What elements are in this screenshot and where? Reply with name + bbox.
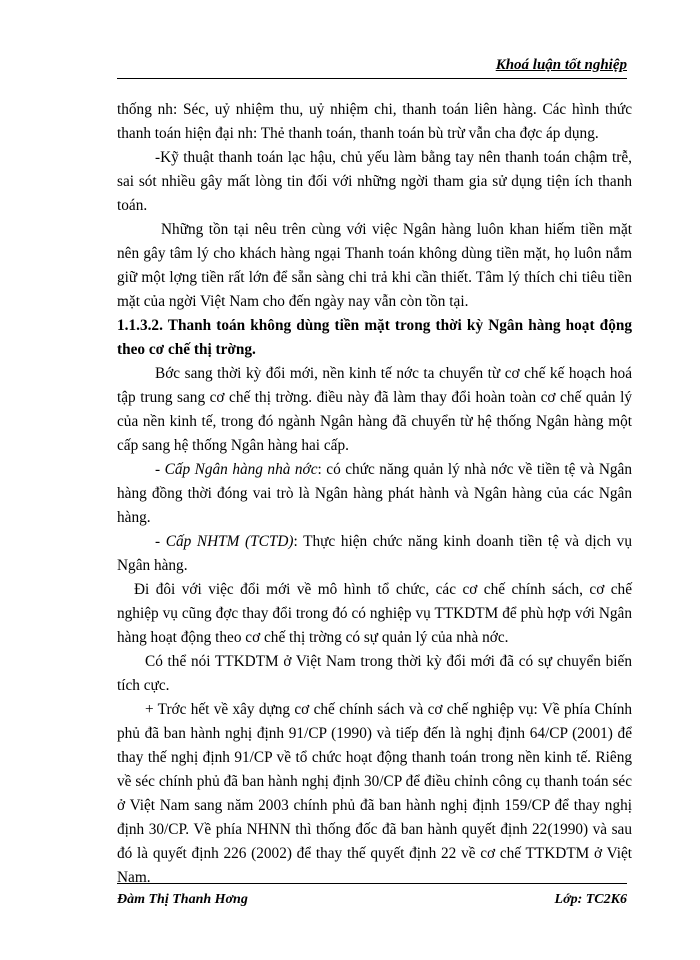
paragraph-2: -Kỹ thuật thanh toán lạc hậu, chủ yếu làm bằng tay nên thanh toán chậm trễ, sai sót nhiều gây mất lòng tin đối với những ngời tham gia sử dụng tiện ích thanh toán. [117, 149, 632, 214]
paragraph-4: Bớc sang thời kỳ đổi mới, nền kinh tế nớc ta chuyển từ cơ chế kế hoạch hoá tập trung sang cơ chế thị trờng. điều này đã làm thay đổi hoàn toàn cơ chế quản lý của nền kinh tế, trong đó ngành Ngân hàng đã chuyển từ hệ thống Ngân hàng một cấp sang hệ thống Ngân hàng hai cấp. [117, 365, 632, 454]
paragraph-1: thống nh: Séc, uỷ nhiệm thu, uỷ nhiệm chi, thanh toán liên hàng. Các hình thức thanh toán hiện đại nh: Thẻ thanh toán, thanh toán bù trừ vẫn cha đợc áp dụng. [117, 101, 632, 142]
paragraph-6-label: - Cấp NHTM (TCTD) [155, 533, 294, 550]
header-title: Khoá luận tốt nghiệp [495, 57, 627, 73]
paragraph-3: Những tồn tại nêu trên cùng với việc Ngân hàng luôn khan hiếm tiền mặt nên gây tâm lý cho khách hàng ngại Thanh toán không dùng tiền mặt, họ luôn nắm giữ một lợng tiền rất lớn để sẵn sàng chi trả khi cần thiết. Tâm lý thích chi tiêu tiền mặt của ngời Việt Nam cho đến ngày nay vẫn còn tồn tại. [117, 221, 632, 310]
page-footer [117, 883, 627, 914]
document-body [117, 98, 632, 890]
section-heading: 1.1.3.2. Thanh toán không dùng tiền mặt trong thời kỳ Ngân hàng hoạt động theo cơ chế thị trờng. [117, 317, 632, 358]
paragraph-9: + Trớc hết về xây dựng cơ chế chính sách và cơ chế nghiệp vụ: Về phía Chính phủ đã ban hành nghị định 91/CP (1990) và tiếp đến là nghị định 64/CP (2001) để thay thế nghị định 91/CP về tổ chức hoạt động thanh toán trong nền kinh tế. Riêng về séc chính phủ đã ban hành nghị định 30/CP để điều chỉnh công cụ thanh toán séc ở Việt Nam sang năm 2003 chính phủ đã ban hành nghị định 159/CP để thay nghị định 30/CP. Về phía NHNN thì thống đốc đã ban hành quyết định 22(1990) và sau đó là quyết định 226 (2002) để thay thế quyết định 22 về cơ chế TTKDTM ở Việt Nam. [117, 701, 632, 886]
paragraph-8: Có thể nói TTKDTM ở Việt Nam trong thời kỳ đổi mới đã có sự chuyển biến tích cực. [117, 653, 632, 694]
footer-author: Đàm Thị Thanh Hơng [117, 892, 248, 907]
paragraph-5-text: : có chức năng quản lý nhà nớc về tiền tệ và Ngân hàng đồng thời đóng vai trò là Ngân hàng phát hành và Ngân hàng của các Ngân hàng. [117, 461, 632, 526]
page-header [117, 52, 627, 79]
paragraph-6 [117, 530, 632, 578]
paragraph-6-text: : Thực hiện chức năng kinh doanh tiền tệ và dịch vụ Ngân hàng. [117, 533, 632, 574]
paragraph-7: Đi đôi với việc đổi mới về mô hình tổ chức, các cơ chế chính sách, cơ chế nghiệp vụ cũng đợc thay đổi trong đó có nghiệp vụ TTKDTM để phù hợp với Ngân hàng hoạt động theo cơ chế thị trờng có sự quản lý của nhà nớc. [117, 581, 632, 646]
paragraph-5-label: - Cấp Ngân hàng nhà nớc [155, 461, 318, 478]
paragraph-5 [117, 458, 632, 530]
footer-class: Lớp: TC2K6 [554, 892, 627, 907]
